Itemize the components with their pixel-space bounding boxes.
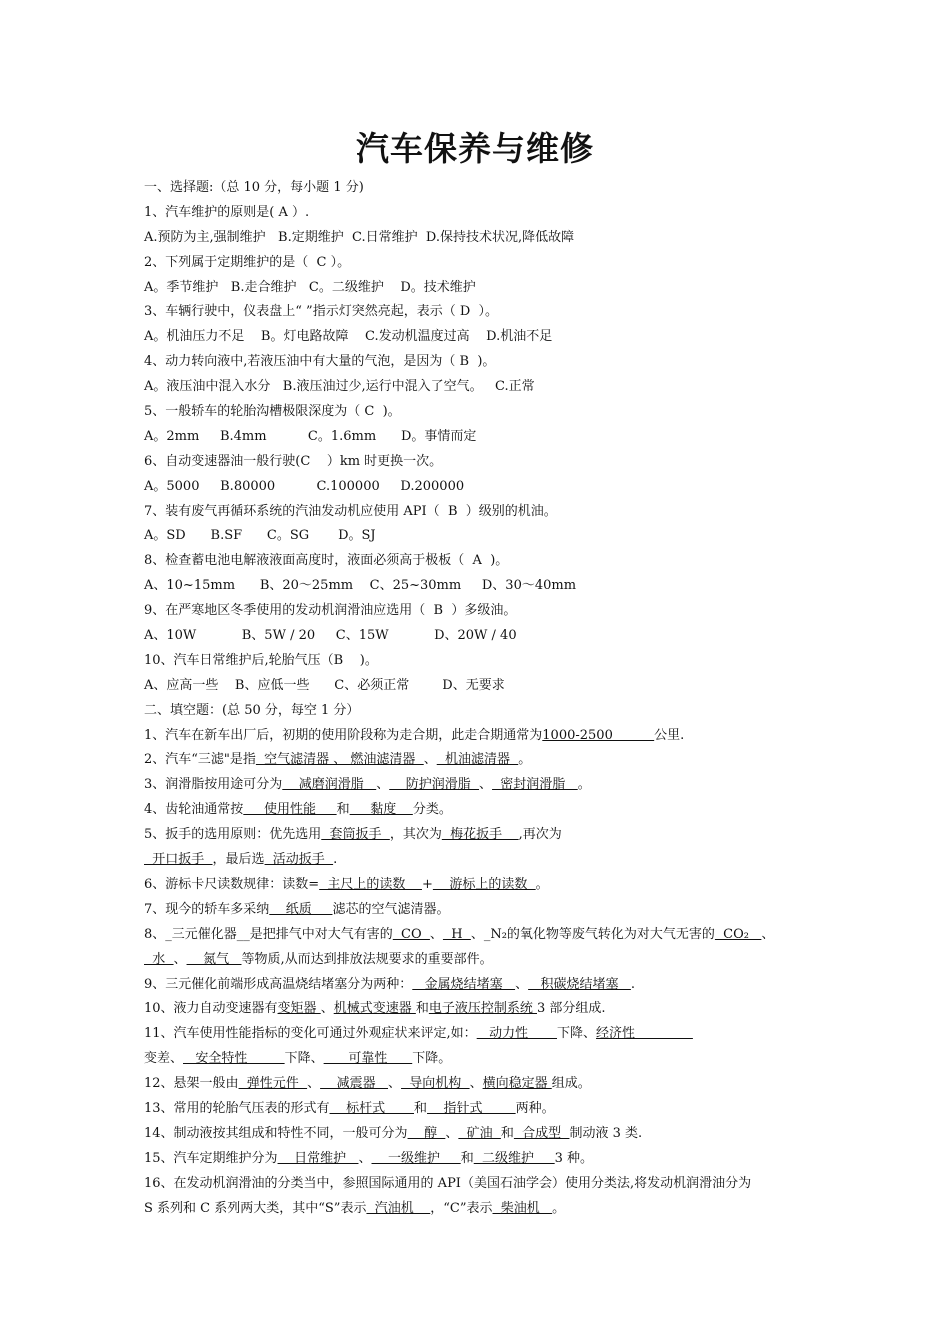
question-text: 组成。 [551, 1076, 591, 1092]
answer-blank: 防护润滑脂 [389, 777, 480, 793]
question-line: 6、自动变速器油一般行驶(C ）km 时更换一次。 [144, 453, 443, 469]
question-text: 3 种。 [554, 1150, 594, 1166]
options-line: A。SD B.SF C。SG D。SJ [144, 528, 376, 544]
question-text: 、 [445, 1125, 459, 1141]
question-line: 1、汽车维护的原则是( A ）. [144, 204, 310, 220]
question-text: 2、汽车“三滤"是指 [144, 752, 256, 768]
question-text: 12、悬架一般由 [144, 1076, 239, 1092]
fill-question-12 [144, 1072, 834, 1097]
question-text: 分类。 [412, 802, 452, 818]
question-text: 两种。 [515, 1100, 555, 1116]
question-line: 3、车辆行驶中，仪表盘上“ ”指示灯突然亮起，表示（ D ）。 [144, 304, 499, 320]
question-text: 、 [423, 752, 437, 768]
question-line: 7、装有废气再循环系统的汽油发动机应使用 API（ B ）级别的机油。 [144, 503, 557, 519]
fill-question-5 [144, 823, 834, 848]
fill-question-13 [144, 1097, 834, 1122]
answer-blank: 一级维护 [371, 1150, 461, 1166]
question-text: 公里. [654, 727, 685, 743]
question-line: 4、动力转向液中,若液压油中有大量的气泡，是因为（ B )。 [144, 354, 496, 370]
options-line: A。液压油中混入水分 B.液压油过少,运行中混入了空气。 C.正常 [144, 379, 535, 395]
answer-blank: 电子液压控制系统 [428, 1001, 537, 1017]
question-text: 15、汽车定期维护分为 [144, 1150, 278, 1166]
question-text: . [630, 976, 636, 992]
options-line: A、应高一些 B、应低一些 C、必须正常 D、无要求 [144, 677, 505, 693]
question-text: 、 [376, 777, 390, 793]
question-text: 和 [414, 1100, 428, 1116]
answer-blank: 积碳烧结堵塞 [528, 976, 631, 992]
answer-blank: 弹性元件 [238, 1076, 308, 1092]
document-body [144, 176, 834, 1221]
question-text: 、 [358, 1150, 372, 1166]
answer-blank: 活动扳手 [264, 852, 334, 868]
fill-question-6 [144, 873, 834, 898]
options-line: A、10W B、5W / 20 C、15W D、20W / 40 [144, 628, 517, 644]
question-text: + [421, 876, 433, 892]
fill-question-15 [144, 1147, 834, 1172]
question-text: 下降。 [412, 1051, 452, 1067]
answer-blank: 导向机构 [401, 1076, 470, 1092]
answer-blank: 柴油机 [492, 1200, 553, 1216]
question-text: ,再次为 [518, 827, 562, 843]
fill-question-7 [144, 898, 834, 923]
options-line: A。5000 B.80000 C.100000 D.200000 [144, 478, 465, 494]
answer-blank: 减磨润滑脂 [282, 777, 377, 793]
question-text: 16、在发动机润滑油的分类当中，参照国际通用的 API（美国石油学会）使用分类法,将发动机润滑油分为 [144, 1175, 752, 1191]
answer-blank: 水 [144, 951, 174, 967]
question-text: 11、汽车使用性能指标的变化可通过外观症状来评定,如： [144, 1026, 477, 1042]
question-text: 14、制动液按其组成和特性不同，一般可分为 [144, 1125, 408, 1141]
question-line: 8、检查蓄电池电解液液面高度时，液面必须高于极板（ A )。 [144, 553, 509, 569]
fill-question-4 [144, 798, 834, 823]
question-text: ，最后选 [212, 852, 265, 868]
answer-blank: 安全特性 [183, 1051, 285, 1067]
question-text: 下降、 [284, 1051, 324, 1067]
document-title: 汽车保养与维修 [356, 129, 594, 168]
answer-blank: 使用性能 [243, 802, 337, 818]
answer-blank: H [442, 926, 471, 942]
question-text: 。 [552, 1200, 566, 1216]
answer-blank: 减震器 [320, 1076, 389, 1092]
question-text: 和 [460, 1150, 474, 1166]
question-text: 、 [761, 926, 775, 942]
answer-blank: 标杆式 [329, 1100, 415, 1116]
section-heading-fill: 二、填空题：(总 50 分，每空 1 分） [144, 702, 360, 718]
fill-question-10 [144, 997, 834, 1022]
options-line: A。2mm B.4mm C。1.6mm D。事情而定 [144, 428, 477, 444]
question-text: 8、_三元催化器__是把排气中对大气有害的 [144, 926, 393, 942]
options-line: A。季节维护 B.走合维护 C。二级维护 D。技术维护 [144, 279, 476, 295]
question-text: 和 [415, 1001, 429, 1017]
answer-blank: 黏度 [349, 802, 413, 818]
answer-blank: 矿油 [458, 1125, 501, 1141]
answer-blank: 纸质 [269, 901, 333, 917]
question-text: 7、现今的轿车多采纳 [144, 901, 270, 917]
answer-blank: 氮气 [186, 951, 242, 967]
question-text: 13、常用的轮胎气压表的形式有 [144, 1100, 330, 1116]
question-text: 6、游标卡尺读数规律：读数= [144, 876, 320, 892]
question-text: 、 [173, 951, 187, 967]
answer-blank: 经济性 [596, 1026, 693, 1042]
question-text: 1、汽车在新车出厂后，初期的使用阶段称为走合期，此走合期通常为 [144, 727, 543, 743]
fill-question-14 [144, 1122, 834, 1147]
fill-question-16-cont [144, 1197, 834, 1222]
question-text: 、 [479, 777, 493, 793]
question-text: . [333, 852, 338, 868]
fill-question-11 [144, 1022, 834, 1047]
options-line: A.预防为主,强制维护 B.定期维护 C.日常维护 D.保持技术状况,降低故障 [144, 229, 575, 245]
answer-blank: 游标上的读数 [432, 876, 536, 892]
question-text: ，其次为 [389, 827, 442, 843]
question-text: 、 [429, 926, 443, 942]
question-text: 和 [500, 1125, 514, 1141]
fill-question-1 [144, 724, 834, 749]
question-text: 、 [469, 1076, 483, 1092]
question-text: 、 [307, 1076, 321, 1092]
question-text: 。 [577, 777, 591, 793]
answer-blank: 空气滤清器 、 燃油滤清器 [255, 752, 424, 768]
question-text: 滤芯的空气滤清器。 [332, 901, 450, 917]
question-line: 5、一般轿车的轮胎沟槽极限深度为（ C )。 [144, 404, 401, 420]
options-line: A、10~15mm B、20～25mm C、25~30mm D、30～40mm [144, 578, 577, 594]
answer-blank: 指针式 [427, 1100, 516, 1116]
answer-blank: 合成型 [513, 1125, 570, 1141]
fill-question-5-cont [144, 848, 834, 873]
answer-blank: CO [392, 926, 430, 942]
answer-blank: 横向稳定器 [482, 1076, 552, 1092]
answer-blank: 日常维护 [277, 1150, 359, 1166]
question-text: 、 [320, 1001, 334, 1017]
fill-question-3 [144, 773, 834, 798]
question-text: 和 [336, 802, 350, 818]
question-text: S 系列和 C 系列两大类，其中“S”表示 [144, 1200, 367, 1216]
question-text: ，“C”表示 [430, 1200, 493, 1216]
question-line: 2、下列属于定期维护的是（ C ）。 [144, 254, 351, 270]
answer-blank: 机油滤清器 [436, 752, 519, 768]
question-text: 5、扳手的选用原则：优先选用 [144, 827, 322, 843]
answer-blank: 动力性 [476, 1026, 558, 1042]
fill-question-8-cont [144, 948, 834, 973]
question-text: 、_N₂的氧化物等废气转化为对大气无害的 [470, 926, 715, 942]
answer-blank: 机械式变速器 [333, 1001, 416, 1017]
answer-blank: 金属烧结堵塞 [412, 976, 516, 992]
question-text: 10、液力自动变速器有 [144, 1001, 278, 1017]
answer-blank: 密封润滑脂 [492, 777, 578, 793]
question-text: 。 [518, 752, 532, 768]
question-text: 3 部分组成. [537, 1001, 606, 1017]
question-line: 10、汽车日常维护后,轮胎气压（B )。 [144, 652, 378, 668]
question-text: 9、三元催化前端形成高温烧结堵塞分为两种： [144, 976, 413, 992]
answer-blank: 套筒扳手 [321, 827, 390, 843]
answer-blank: 二级维护 [473, 1150, 555, 1166]
question-text: 、 [388, 1076, 402, 1092]
answer-blank: 变矩器 [277, 1001, 321, 1017]
question-text: 下降、 [557, 1026, 597, 1042]
fill-question-2 [144, 748, 834, 773]
question-text: 变差、 [144, 1051, 184, 1067]
answer-blank: 可靠性 [323, 1051, 413, 1067]
question-text: 3、润滑脂按用途可分为 [144, 777, 283, 793]
answer-blank: 开口扳手 [144, 852, 213, 868]
fill-question-16 [144, 1172, 834, 1197]
question-text: 、 [515, 976, 529, 992]
question-line: 9、在严寒地区冬季使用的发动机润滑油应选用（ B ）多级油。 [144, 603, 517, 619]
question-text: 制动液 3 类. [569, 1125, 643, 1141]
answer-blank: CO₂ [714, 926, 762, 942]
answer-blank: 主尺上的读数 [319, 876, 422, 892]
answer-blank: 梅花扳手 [441, 827, 519, 843]
question-text: 4、齿轮油通常按 [144, 802, 244, 818]
answer-blank: 醇 [407, 1125, 446, 1141]
options-line: A。机油压力不足 B。灯电路故障 C.发动机温度过高 D.机油不足 [144, 329, 553, 345]
fill-question-8 [144, 923, 834, 948]
section-heading-choice: 一、选择题:（总 10 分，每小题 1 分) [144, 180, 364, 195]
answer-blank: 1000-2500 [542, 727, 655, 743]
fill-question-9 [144, 973, 834, 998]
fill-question-11-cont [144, 1047, 834, 1072]
question-text: 等物质,从而达到排放法规要求的重要部件。 [241, 951, 493, 967]
answer-blank: 汽油机 [366, 1200, 431, 1216]
question-text: 。 [535, 876, 549, 892]
